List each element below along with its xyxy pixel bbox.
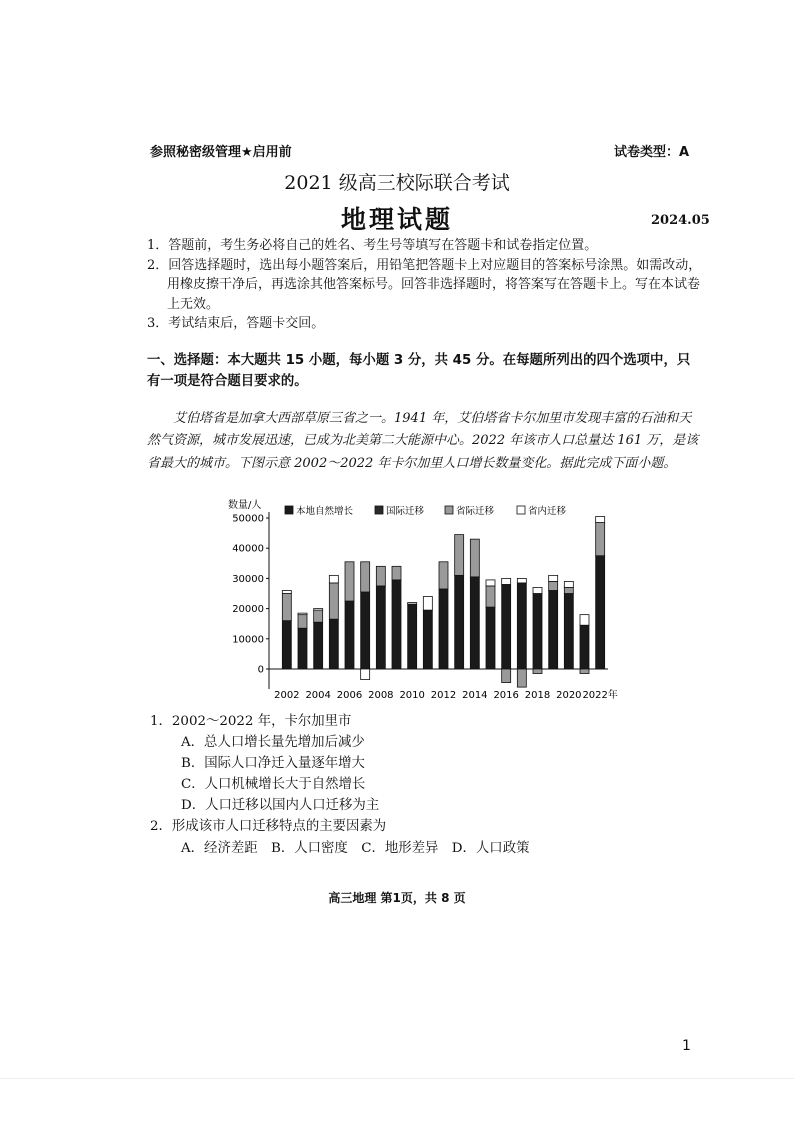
bar-segment [345,562,354,601]
paper-type-label: 试卷类型：A [614,145,690,160]
bar-segment [470,577,479,669]
bar-segment [329,619,338,669]
question-2-options: A．经济差距 B．人口密度 C．地形差异 D．人口政策 [181,841,530,856]
x-tick-label: 2022年 [582,690,618,701]
bar-segment [517,583,526,669]
bar-segment [361,562,370,592]
question-1-stem: 1．2002～2022 年，卡尔加里市 [150,714,352,729]
notice-item-3: 3．考试结束后，答题卡交回。 [147,316,325,332]
bar-segment [314,609,323,611]
x-tick-label: 2008 [368,690,394,701]
section-heading: 一、选择题：本大题共 15 小题，每小题 3 分，共 45 分。在每题所列出的四个选项中，只有一项是符合题目要求的。 [147,353,691,389]
bar-segment [502,669,511,683]
bar-segment [549,581,558,590]
bar-segment [439,562,448,589]
bar-segment [486,580,495,586]
legend-label: 省际迁移 [456,506,495,517]
bar-segment [549,590,558,669]
bar-segment [502,584,511,669]
y-tick-label: 20000 [232,604,264,616]
bar-segment [549,575,558,581]
y-tick-label: 0 [257,664,264,676]
bar-segment [423,610,432,669]
bar-segment [502,578,511,584]
bar-segment [361,592,370,669]
bar-segment [596,556,605,669]
legend-label: 省内迁移 [528,506,567,517]
bar-segment [486,607,495,669]
page-footer: 高三地理 第1页，共 8 页 [328,891,466,905]
x-tick-label: 2012 [430,690,457,701]
x-tick-label: 2014 [462,690,488,701]
exam-notice [147,236,702,334]
bar-segment [517,578,526,583]
bar-segment [376,566,385,586]
bar-segment [564,587,573,593]
x-tick-label: 2002 [274,690,300,701]
legend-label: 国际迁移 [386,506,425,517]
bar-segment [423,597,432,611]
legend-label: 本地自然增长 [296,506,354,517]
bar-segment [533,669,542,674]
x-tick-label: 2018 [524,690,551,701]
legend-swatch [445,506,453,514]
bar-segment [282,621,291,669]
notice-item-2: 2．回答选择题时，选出每小题答案后，用铅笔把答题卡上对应题目的答案标号涂黑。如需改动，用橡皮擦干净后，再选涂其他答案标号。回答非选择题时，将答案写在答题卡上。写在本试卷上无效。 [147,257,702,312]
bar-segment [580,615,589,626]
population-growth-chart [224,496,624,705]
bar-segment [596,523,605,556]
bar-segment [314,622,323,669]
y-tick-label: 50000 [232,513,264,525]
bar-segment [361,669,370,680]
question-1-option-a: A．总人口增长量先增加后减少 [181,735,365,750]
x-tick-label: 2004 [305,690,331,701]
x-tick-label: 2016 [493,690,519,701]
exam-title: 2021 级高三校际联合考试 [284,172,510,194]
bar-segment [392,580,401,669]
bar-segment [345,601,354,669]
question-1-option-c: C．人口机械增长大于自然增长 [181,777,366,792]
question-1-option-d: D．人口迁移以国内人口迁移为主 [181,798,380,813]
bar-segment [486,586,495,607]
question-2-stem: 2．形成该市人口迁移特点的主要因素为 [150,819,387,834]
bar-segment [517,669,526,687]
bar-segment [298,615,307,629]
bar-segment [408,603,417,605]
x-tick-label: 2020 [556,690,582,701]
y-axis-label: 数量/人 [228,500,262,511]
bar-segment [564,594,573,670]
bar-segment [455,535,464,576]
bar-segment [580,669,589,674]
bar-segment [596,516,605,522]
bar-segment [439,589,448,669]
bar-segment [314,610,323,622]
bar-segment [455,575,464,669]
bar-segment [282,594,291,621]
y-tick-label: 10000 [232,634,264,646]
y-tick-label: 40000 [232,543,264,555]
bar-segment [329,575,338,583]
bar-segment [376,586,385,669]
bar-segment [533,587,542,593]
x-tick-label: 2010 [399,690,425,701]
legend-swatch [285,506,293,514]
bar-segment [298,628,307,669]
confidentiality-label: 参照秘密级管理★启用前 [150,145,292,160]
bar-segment [282,590,291,593]
chart-canvas [224,496,624,701]
bar-segment [580,625,589,669]
page-number: 1 [682,1038,691,1054]
bar-segment [533,594,542,670]
y-tick-label: 30000 [232,573,264,585]
bar-segment [298,613,307,615]
bar-segment [329,583,338,619]
notice-item-1: 1．答题前，考生务必将自己的姓名、考生号等填写在答题卡和试卷指定位置。 [147,238,598,253]
exam-date: 2024.05 [651,213,710,228]
bar-segment [564,581,573,587]
x-tick-label: 2006 [336,690,363,701]
legend-swatch [375,506,383,514]
question-1-option-b: B．国际人口净迁入量逐年增大 [181,756,365,771]
bar-segment [408,604,417,669]
subject-title: 地理试题 [340,205,453,234]
scan-edge-divider [0,1078,794,1079]
legend-swatch [517,506,525,514]
reading-passage: 艾伯塔省是加拿大西部草原三省之一。1941 年，艾伯塔省卡尔加里市发现丰富的石油和天然气资源，城市发展迅速，已成为北美第二大能源中心。2022 年该市人口总量达 161 万，是该省最大的城市。下图示意 2002～2022 年卡尔加里人口增长数量变化。据此完成下面小题。 [147,411,699,471]
bar-segment [392,566,401,580]
bar-segment [470,539,479,577]
